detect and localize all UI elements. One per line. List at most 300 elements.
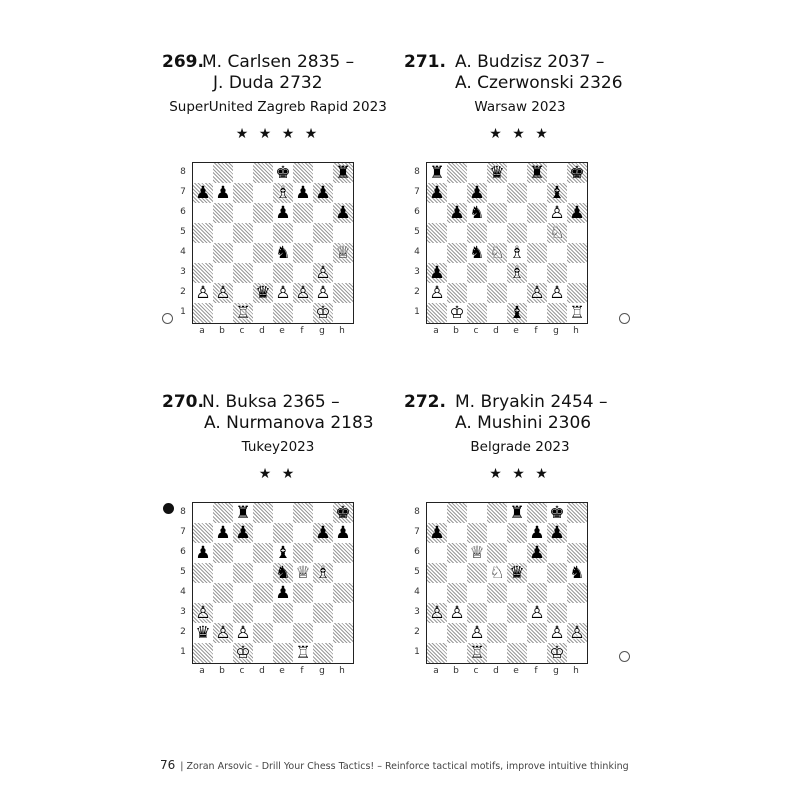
square-b4 <box>213 243 233 263</box>
file-label: c <box>473 666 479 676</box>
square-g5 <box>313 563 333 583</box>
square-h6 <box>567 543 587 563</box>
white-knight-icon: ♘ <box>549 223 565 243</box>
black-player: A. Mushini 2306 <box>455 413 592 433</box>
white-king-icon: ♔ <box>315 303 331 323</box>
square-h6 <box>333 543 353 563</box>
rank-labels <box>412 502 422 662</box>
square-d6 <box>487 543 507 563</box>
square-c2 <box>467 283 487 303</box>
square-b3 <box>213 263 233 283</box>
black-rook-icon: ♜ <box>335 163 351 183</box>
square-c6 <box>233 203 253 223</box>
square-d7 <box>487 523 507 543</box>
black-pawn-icon: ♟ <box>235 523 251 543</box>
square-h6 <box>333 203 353 223</box>
white-king-icon: ♔ <box>449 303 465 323</box>
square-h4 <box>567 243 587 263</box>
square-g6 <box>547 543 567 563</box>
black-pawn-icon: ♟ <box>315 183 331 203</box>
file-label: c <box>239 326 245 336</box>
square-e2 <box>507 283 527 303</box>
square-e4 <box>507 583 527 603</box>
white-pawn-icon: ♙ <box>549 203 565 223</box>
square-g7 <box>313 523 333 543</box>
rank-label: 6 <box>180 207 186 217</box>
file-label: b <box>453 326 459 336</box>
square-a3 <box>427 263 447 283</box>
square-e4 <box>273 583 293 603</box>
square-h5 <box>333 563 353 583</box>
square-b6 <box>447 543 467 563</box>
black-pawn-icon: ♟ <box>449 203 465 223</box>
file-label: g <box>319 666 325 676</box>
square-h3 <box>567 263 587 283</box>
square-c7 <box>467 183 487 203</box>
square-a4 <box>193 583 213 603</box>
square-e7 <box>507 523 527 543</box>
event-name: Tukey2023 <box>241 439 315 455</box>
square-c4 <box>467 243 487 263</box>
square-h4 <box>333 583 353 603</box>
black-queen-icon: ♛ <box>255 283 271 303</box>
square-f4 <box>527 243 547 263</box>
black-queen-icon: ♛ <box>195 623 211 643</box>
white-pawn-icon: ♙ <box>569 623 585 643</box>
square-e5 <box>273 223 293 243</box>
puzzle-number: 269. <box>162 52 204 72</box>
white-pawn-icon: ♙ <box>549 283 565 303</box>
black-king-icon: ♚ <box>569 163 585 183</box>
square-b1 <box>213 643 233 663</box>
square-c8 <box>467 163 487 183</box>
square-e6 <box>507 203 527 223</box>
square-a2 <box>427 623 447 643</box>
white-pawn-icon: ♙ <box>469 623 485 643</box>
square-g5 <box>313 223 333 243</box>
rank-label: 2 <box>180 627 186 637</box>
black-pawn-icon: ♟ <box>569 203 585 223</box>
square-f3 <box>293 603 313 623</box>
square-b8 <box>447 163 467 183</box>
square-a5 <box>427 223 447 243</box>
white-pawn-icon: ♙ <box>195 283 211 303</box>
black-pawn-icon: ♟ <box>315 523 331 543</box>
black-pawn-icon: ♟ <box>275 583 291 603</box>
board <box>426 162 588 324</box>
file-label: f <box>534 326 538 336</box>
white-pawn-icon: ♙ <box>215 283 231 303</box>
square-g7 <box>313 183 333 203</box>
square-h1 <box>333 643 353 663</box>
file-label: f <box>300 666 304 676</box>
square-a3 <box>427 603 447 623</box>
square-g1 <box>547 643 567 663</box>
square-f6 <box>293 203 313 223</box>
difficulty-stars: ★ ★ ★ <box>489 126 551 142</box>
square-e2 <box>273 623 293 643</box>
square-b8 <box>447 503 467 523</box>
square-d7 <box>487 183 507 203</box>
square-b7 <box>447 523 467 543</box>
rank-label: 3 <box>180 267 186 277</box>
solution-circle-marker[interactable] <box>163 503 174 514</box>
square-h8 <box>567 163 587 183</box>
rank-label: 2 <box>180 287 186 297</box>
file-label: d <box>259 666 265 676</box>
square-a5 <box>193 223 213 243</box>
white-player: N. Buksa 2365 – <box>202 392 340 412</box>
black-pawn-icon: ♟ <box>529 523 545 543</box>
square-a2 <box>427 283 447 303</box>
square-b4 <box>447 583 467 603</box>
square-a2 <box>193 623 213 643</box>
black-pawn-icon: ♟ <box>529 543 545 563</box>
square-d2 <box>487 623 507 643</box>
square-d4 <box>487 243 507 263</box>
black-bishop-icon: ♝ <box>275 543 291 563</box>
black-player: J. Duda 2732 <box>213 73 323 93</box>
square-e1 <box>273 643 293 663</box>
square-b1 <box>213 303 233 323</box>
square-h3 <box>567 603 587 623</box>
difficulty-stars: ★ ★ <box>258 466 298 482</box>
rank-label: 7 <box>414 527 420 537</box>
black-king-icon: ♚ <box>335 503 351 523</box>
rank-label: 3 <box>180 607 186 617</box>
square-a8 <box>427 503 447 523</box>
white-player: M. Bryakin 2454 – <box>455 392 608 412</box>
square-c1 <box>233 303 253 323</box>
file-label: c <box>239 666 245 676</box>
black-knight-icon: ♞ <box>275 563 291 583</box>
rank-label: 6 <box>414 547 420 557</box>
square-g3 <box>547 263 567 283</box>
square-a7 <box>193 523 213 543</box>
square-d8 <box>487 503 507 523</box>
rank-labels <box>178 502 188 662</box>
square-d1 <box>253 643 273 663</box>
square-d6 <box>487 203 507 223</box>
square-d5 <box>487 563 507 583</box>
square-g3 <box>313 263 333 283</box>
square-d1 <box>487 643 507 663</box>
square-f6 <box>293 543 313 563</box>
square-a6 <box>193 543 213 563</box>
white-king-icon: ♔ <box>549 643 565 663</box>
page-footer <box>160 758 629 772</box>
rank-label: 2 <box>414 287 420 297</box>
square-c8 <box>233 163 253 183</box>
square-c7 <box>467 523 487 543</box>
file-label: e <box>279 326 285 336</box>
file-label: d <box>259 326 265 336</box>
square-c1 <box>233 643 253 663</box>
black-pawn-icon: ♟ <box>275 203 291 223</box>
square-f3 <box>527 263 547 283</box>
white-bishop-icon: ♗ <box>315 563 331 583</box>
puzzle-272 <box>400 392 700 722</box>
square-d5 <box>253 223 273 243</box>
rank-label: 5 <box>180 567 186 577</box>
square-b2 <box>213 623 233 643</box>
square-b7 <box>447 183 467 203</box>
square-h1 <box>567 643 587 663</box>
square-a6 <box>427 543 447 563</box>
square-h5 <box>567 563 587 583</box>
file-labels <box>426 326 588 336</box>
solution-circle-marker[interactable] <box>619 651 630 662</box>
square-c4 <box>467 583 487 603</box>
black-queen-icon: ♛ <box>489 163 505 183</box>
square-d5 <box>253 563 273 583</box>
white-king-icon: ♔ <box>235 643 251 663</box>
square-g4 <box>547 583 567 603</box>
square-h7 <box>567 523 587 543</box>
square-c1 <box>467 643 487 663</box>
square-e6 <box>273 543 293 563</box>
puzzle-271 <box>400 52 700 382</box>
black-pawn-icon: ♟ <box>335 523 351 543</box>
square-e5 <box>507 563 527 583</box>
square-h5 <box>333 223 353 243</box>
white-pawn-icon: ♙ <box>529 603 545 623</box>
square-f3 <box>293 263 313 283</box>
square-a5 <box>193 563 213 583</box>
rank-label: 5 <box>414 227 420 237</box>
square-g8 <box>313 503 333 523</box>
square-d7 <box>253 183 273 203</box>
square-c2 <box>233 623 253 643</box>
square-c4 <box>233 583 253 603</box>
black-rook-icon: ♜ <box>235 503 251 523</box>
square-d4 <box>253 243 273 263</box>
square-b3 <box>213 603 233 623</box>
square-d3 <box>253 263 273 283</box>
rank-label: 5 <box>180 227 186 237</box>
square-b5 <box>447 563 467 583</box>
square-e1 <box>507 303 527 323</box>
square-g8 <box>313 163 333 183</box>
square-c3 <box>467 603 487 623</box>
file-label: b <box>219 666 225 676</box>
black-player: A. Czerwonski 2326 <box>455 73 623 93</box>
black-pawn-icon: ♟ <box>335 203 351 223</box>
square-a6 <box>193 203 213 223</box>
players <box>202 52 354 94</box>
square-d2 <box>253 283 273 303</box>
puzzle-number: 271. <box>404 52 446 72</box>
square-a1 <box>427 643 447 663</box>
square-h8 <box>567 503 587 523</box>
file-label: d <box>493 666 499 676</box>
square-h2 <box>567 623 587 643</box>
square-g3 <box>313 603 333 623</box>
square-g8 <box>547 503 567 523</box>
square-g2 <box>547 623 567 643</box>
square-f7 <box>527 183 547 203</box>
rank-label: 1 <box>414 647 420 657</box>
square-f4 <box>293 243 313 263</box>
file-label: g <box>319 326 325 336</box>
square-g1 <box>313 643 333 663</box>
rank-label: 1 <box>180 647 186 657</box>
square-a1 <box>193 303 213 323</box>
square-a4 <box>427 243 447 263</box>
square-f8 <box>527 163 547 183</box>
square-g5 <box>547 223 567 243</box>
white-player: A. Budzisz 2037 – <box>455 52 605 72</box>
file-label: f <box>534 666 538 676</box>
square-d8 <box>487 163 507 183</box>
white-queen-icon: ♕ <box>295 563 311 583</box>
square-f5 <box>293 563 313 583</box>
square-h8 <box>333 503 353 523</box>
square-f2 <box>527 623 547 643</box>
white-pawn-icon: ♙ <box>195 603 211 623</box>
black-king-icon: ♚ <box>275 163 291 183</box>
white-rook-icon: ♖ <box>295 643 311 663</box>
rank-labels <box>412 162 422 322</box>
black-knight-icon: ♞ <box>469 203 485 223</box>
square-e8 <box>273 503 293 523</box>
file-label: d <box>493 326 499 336</box>
square-c2 <box>467 623 487 643</box>
file-label: c <box>473 326 479 336</box>
white-player: M. Carlsen 2835 – <box>202 52 355 72</box>
white-bishop-icon: ♗ <box>509 263 525 283</box>
rank-label: 8 <box>180 507 186 517</box>
square-f2 <box>293 623 313 643</box>
white-rook-icon: ♖ <box>469 643 485 663</box>
square-b7 <box>213 523 233 543</box>
white-pawn-icon: ♙ <box>529 283 545 303</box>
square-b2 <box>213 283 233 303</box>
square-a8 <box>193 163 213 183</box>
square-c5 <box>233 563 253 583</box>
square-e3 <box>507 603 527 623</box>
square-c5 <box>467 223 487 243</box>
file-labels <box>192 666 354 676</box>
square-g2 <box>547 283 567 303</box>
black-pawn-icon: ♟ <box>295 183 311 203</box>
square-a4 <box>427 583 447 603</box>
rank-label: 7 <box>414 187 420 197</box>
players <box>455 52 623 94</box>
difficulty-stars: ★ ★ ★ <box>489 466 551 482</box>
white-pawn-icon: ♙ <box>429 603 445 623</box>
square-h2 <box>333 623 353 643</box>
square-f8 <box>527 503 547 523</box>
square-e4 <box>507 243 527 263</box>
black-pawn-icon: ♟ <box>195 183 211 203</box>
black-rook-icon: ♜ <box>429 163 445 183</box>
black-knight-icon: ♞ <box>569 563 585 583</box>
square-h3 <box>333 263 353 283</box>
white-pawn-icon: ♙ <box>215 623 231 643</box>
square-d3 <box>487 603 507 623</box>
file-label: b <box>219 326 225 336</box>
file-label: h <box>573 326 579 336</box>
square-h4 <box>333 243 353 263</box>
square-h3 <box>333 603 353 623</box>
white-pawn-icon: ♙ <box>295 283 311 303</box>
file-label: g <box>553 666 559 676</box>
square-b1 <box>447 303 467 323</box>
square-e3 <box>273 263 293 283</box>
square-g7 <box>547 183 567 203</box>
square-f5 <box>527 563 547 583</box>
square-a7 <box>193 183 213 203</box>
square-d4 <box>253 583 273 603</box>
square-a7 <box>427 183 447 203</box>
square-f1 <box>527 303 547 323</box>
white-queen-icon: ♕ <box>335 243 351 263</box>
rank-labels <box>178 162 188 322</box>
black-pawn-icon: ♟ <box>469 183 485 203</box>
black-queen-icon: ♛ <box>509 563 525 583</box>
square-d6 <box>253 203 273 223</box>
square-g1 <box>313 303 333 323</box>
players <box>202 392 374 434</box>
square-f7 <box>527 523 547 543</box>
rank-label: 6 <box>414 207 420 217</box>
square-e6 <box>273 203 293 223</box>
board <box>426 502 588 664</box>
square-b5 <box>213 223 233 243</box>
square-c3 <box>233 603 253 623</box>
square-d3 <box>253 603 273 623</box>
event-name: Belgrade 2023 <box>470 439 570 455</box>
page-number: 76 <box>160 758 176 772</box>
square-h1 <box>333 303 353 323</box>
solution-circle-marker[interactable] <box>619 313 630 324</box>
square-d3 <box>487 263 507 283</box>
square-d4 <box>487 583 507 603</box>
white-pawn-icon: ♙ <box>275 283 291 303</box>
square-f5 <box>293 223 313 243</box>
file-label: e <box>513 326 519 336</box>
square-e7 <box>273 523 293 543</box>
square-g2 <box>313 283 333 303</box>
file-label: a <box>433 326 439 336</box>
square-g4 <box>313 243 333 263</box>
difficulty-stars: ★ ★ ★ ★ <box>235 126 321 142</box>
white-bishop-icon: ♗ <box>509 243 525 263</box>
square-d5 <box>487 223 507 243</box>
rank-label: 4 <box>414 247 420 257</box>
square-b6 <box>447 203 467 223</box>
rank-label: 4 <box>180 587 186 597</box>
solution-circle-marker[interactable] <box>162 313 173 324</box>
event-name: Warsaw 2023 <box>474 99 566 115</box>
square-f3 <box>527 603 547 623</box>
square-e8 <box>273 163 293 183</box>
white-pawn-icon: ♙ <box>315 283 331 303</box>
rank-label: 1 <box>414 307 420 317</box>
square-f4 <box>293 583 313 603</box>
board <box>192 502 354 664</box>
square-f1 <box>527 643 547 663</box>
file-label: h <box>339 326 345 336</box>
rank-label: 3 <box>414 607 420 617</box>
rank-label: 7 <box>180 187 186 197</box>
square-a3 <box>193 603 213 623</box>
rank-label: 7 <box>180 527 186 537</box>
square-h2 <box>567 283 587 303</box>
black-bishop-icon: ♝ <box>509 303 525 323</box>
square-h5 <box>567 223 587 243</box>
